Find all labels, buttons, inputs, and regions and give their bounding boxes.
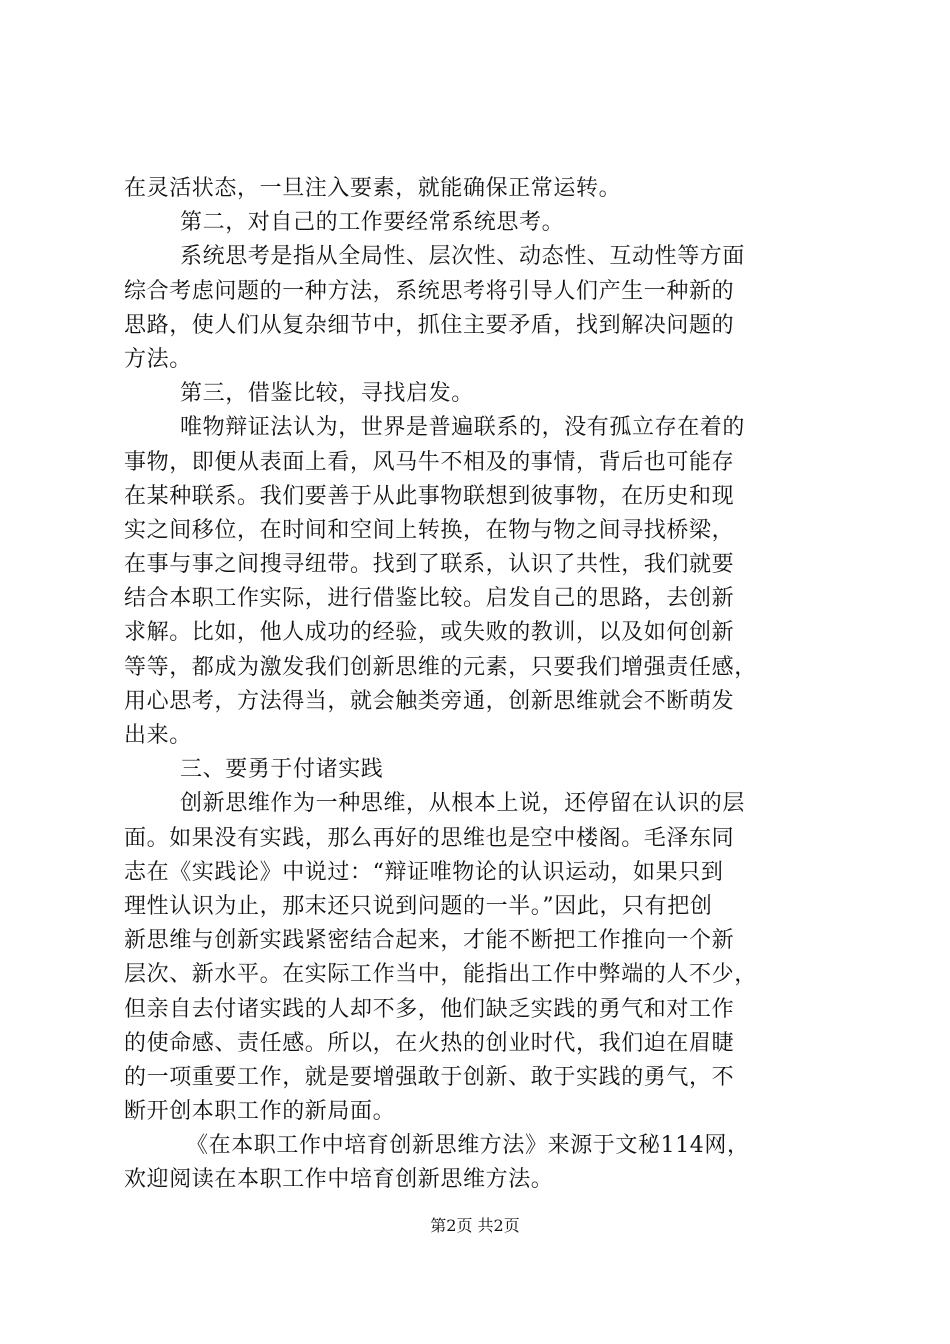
text-line: 但亲自去付诸实践的人却不多，他们缺乏实践的勇气和对工作 <box>124 996 735 1022</box>
text-line: 的使命感、责任感。所以，在火热的创业时代，我们迫在眉睫 <box>124 1030 735 1056</box>
text-line: 志在《实践论》中说过：“辩证唯物论的认识运动，如果只到 <box>124 859 724 885</box>
text-line: 求解。比如，他人成功的经验，或失败的教训，以及如何创新 <box>124 620 735 646</box>
section-heading: 第二，对自己的工作要经常系统思考。 <box>180 210 565 236</box>
text-line: 系统思考是指从全局性、层次性、动态性、互动性等方面 <box>180 244 746 270</box>
text-line: 等等，都成为激发我们创新思维的元素，只要我们增强责任感， <box>124 654 757 680</box>
text-line: 在事与事之间搜寻纽带。找到了联系，认识了共性，我们就要 <box>124 552 735 578</box>
text-line: 结合本职工作实际，进行借鉴比较。启发自己的思路，去创新 <box>124 586 735 612</box>
text-line: 出来。 <box>124 723 192 748</box>
section-heading: 三、要勇于付诸实践 <box>180 757 384 783</box>
text-line: 的一项重要工作，就是要增强敢于创新、敢于实践的勇气，不 <box>124 1064 735 1090</box>
text-line: 事物，即便从表面上看，风马牛不相及的事情，背后也可能存 <box>124 449 735 475</box>
section-heading: 第三，借鉴比较，寻找启发。 <box>180 381 474 407</box>
text-line: 唯物辩证法认为，世界是普遍联系的，没有孤立存在着的 <box>180 415 746 441</box>
document-body <box>124 172 836 1198</box>
text-line: 用心思考，方法得当，就会触类旁通，创新思维就会不断萌发 <box>124 688 735 714</box>
text-line: 思路，使人们从复杂细节中，抓住主要矛盾，找到解决问题的 <box>124 312 735 338</box>
text-line: 在灵活状态，一旦注入要素，就能确保正常运转。 <box>124 176 622 201</box>
text-line: 断开创本职工作的新局面。 <box>124 1099 396 1125</box>
text-line: 实之间移位，在时间和空间上转换，在物与物之间寻找桥梁， <box>124 517 735 543</box>
text-line: 面。如果没有实践，那么再好的思维也是空中楼阁。毛泽东同 <box>124 825 735 851</box>
text-line: 创新思维作为一种思维，从根本上说，还停留在认识的层 <box>180 791 746 817</box>
page-footer: 第2页 共2页 <box>430 1216 520 1235</box>
text-line: 层次、新水平。在实际工作当中，能指出工作中弊端的人不少， <box>124 962 757 988</box>
text-line: 在某种联系。我们要善于从此事物联想到彼事物，在历史和现 <box>124 483 735 509</box>
text-line: 欢迎阅读在本职工作中培育创新思维方法。 <box>124 1167 554 1193</box>
text-line: 综合考虑问题的一种方法，系统思考将引导人们产生一种新的 <box>124 278 735 304</box>
text-line: 新思维与创新实践紧密结合起来，才能不断把工作推向一个新 <box>124 928 735 954</box>
text-line: 理性认识为止，那末还只说到问题的一半。”因此，只有把创 <box>124 893 713 919</box>
source-note: 《在本职工作中培育创新思维方法》来源于文秘114网， <box>186 1133 750 1159</box>
text-line: 方法。 <box>124 346 192 372</box>
